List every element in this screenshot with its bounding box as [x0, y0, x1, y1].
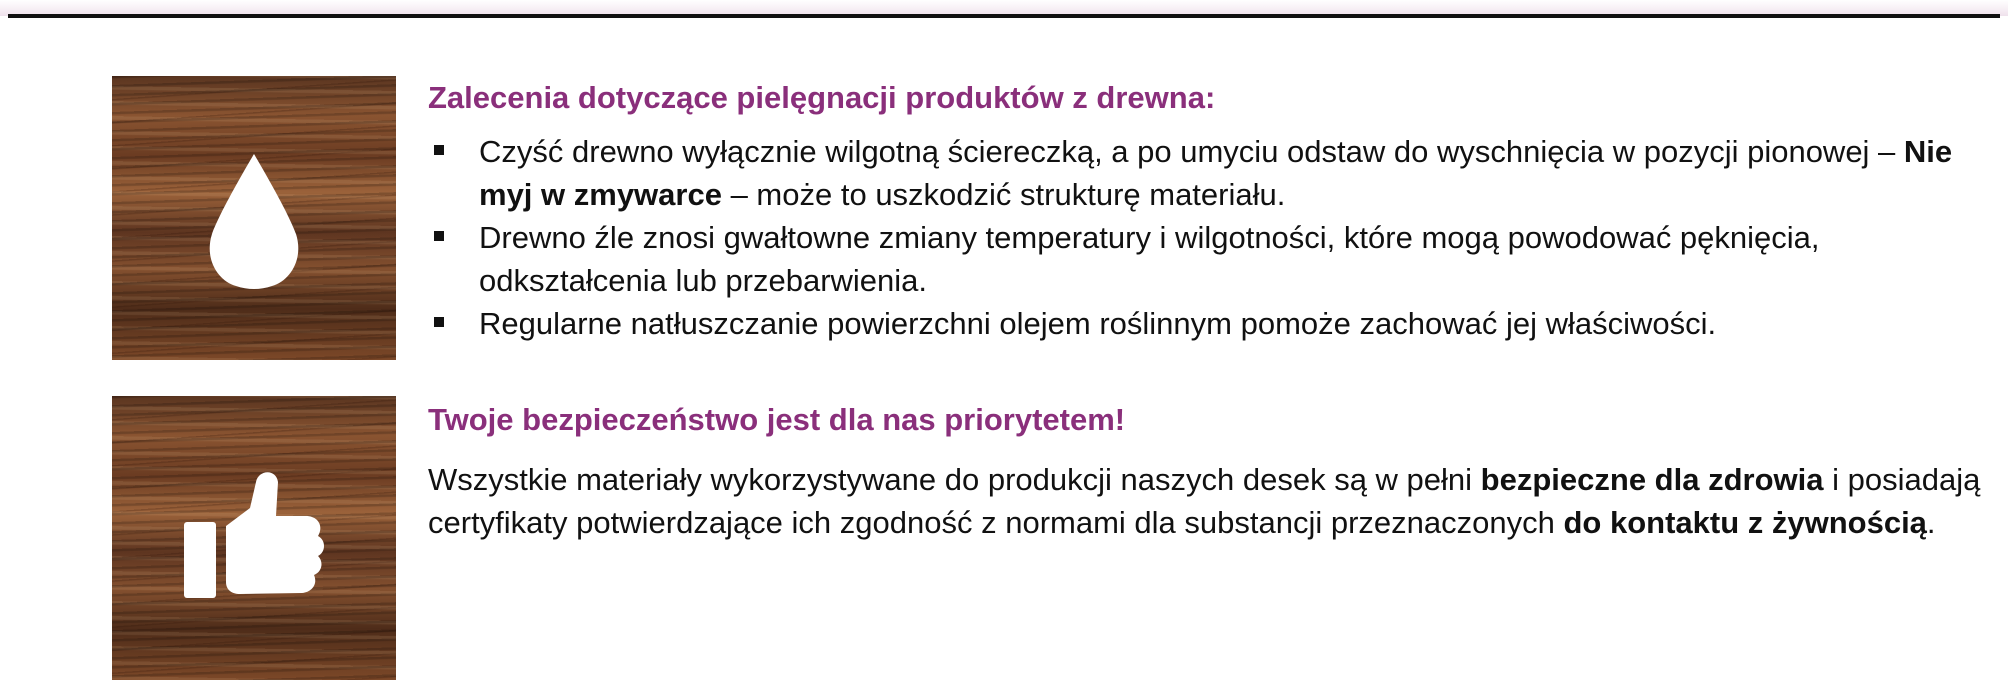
- care-wood-tile: [112, 76, 396, 360]
- care-heading: Zalecenia dotyczące pielęgnacji produktów z drewna:: [428, 80, 1216, 115]
- safety-heading: Twoje bezpieczeństwo jest dla nas priorytetem!: [428, 402, 1126, 437]
- care-item-3-text: Regularne natłuszczanie powierzchni olejem roślinnym pomoże zachować jej właściwości.: [479, 306, 1717, 341]
- square-bullet-icon: [434, 317, 444, 327]
- thumbs-up-icon: [112, 396, 396, 680]
- safety-text-3: .: [1926, 505, 1936, 540]
- list-item: [428, 216, 1988, 302]
- care-list: [428, 130, 1988, 345]
- care-item-1-bold: Nie myj w zmywarce: [479, 134, 1953, 212]
- safety-wood-tile: [112, 396, 396, 680]
- safety-paragraph: [428, 458, 1988, 544]
- list-item: [428, 302, 1988, 345]
- safety-text-2: i posiadają certyfikaty potwierdzające ich zgodność z normami dla substancji przeznaczonych: [428, 462, 1981, 540]
- top-divider-line: [8, 14, 2000, 18]
- safety-section: [428, 400, 1988, 544]
- care-item-1-tail: – może to uszkodzić strukturę materiału.: [721, 177, 1286, 212]
- safety-text-1: Wszystkie materiały wykorzystywane do produkcji naszych desek są w pełni: [428, 462, 1481, 497]
- safety-bold-1: bezpieczne dla zdrowia: [1480, 462, 1824, 497]
- square-bullet-icon: [434, 145, 444, 155]
- care-section: [428, 78, 1988, 345]
- square-bullet-icon: [434, 231, 444, 241]
- safety-bold-2: do kontaktu z żywnością: [1563, 505, 1927, 540]
- care-item-2-text: Drewno źle znosi gwałtowne zmiany temperatury i wilgotności, które mogą powodować pęknięcia, odkształcenia lub przebarwienia.: [479, 220, 1820, 298]
- care-item-1-text: Czyść drewno wyłącznie wilgotną ściereczką, a po umyciu odstaw do wyschnięcia w pozycji pionowej –: [479, 134, 1904, 169]
- water-drop-icon: [112, 76, 396, 360]
- list-item: [428, 130, 1988, 216]
